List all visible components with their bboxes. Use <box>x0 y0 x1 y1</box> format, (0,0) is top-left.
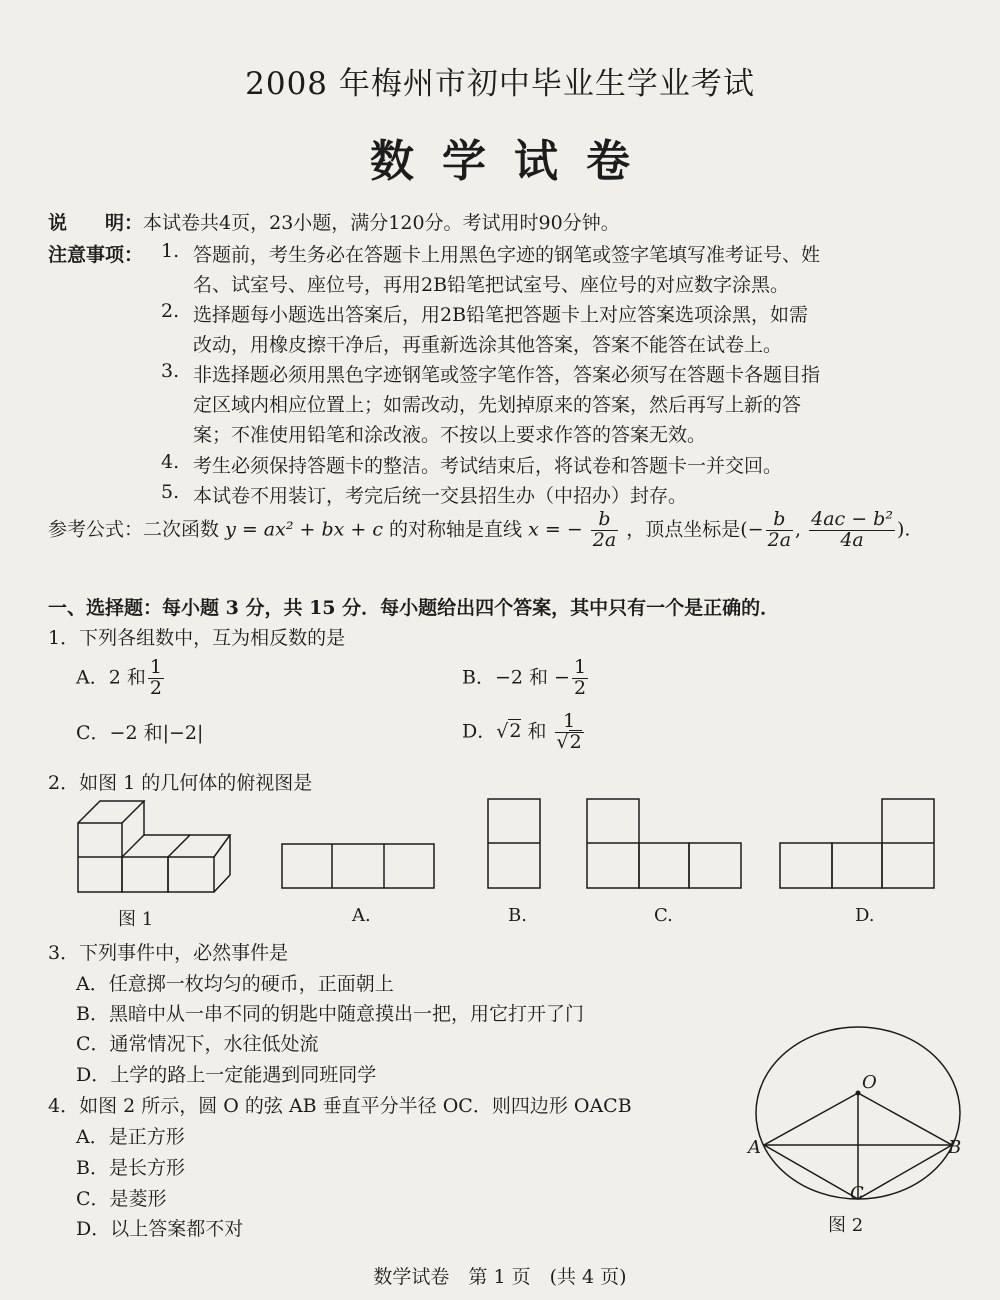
vertex-y-numerator: 4ac − b² <box>811 508 893 530</box>
q2-option-d-figure <box>776 795 938 892</box>
vertex-y-fraction <box>809 510 895 551</box>
q1-d-sqrt2: 2 <box>509 720 522 743</box>
point-o-dot <box>856 1091 861 1096</box>
q4-stem: 4．如图 2 所示，圆 O 的弦 AB 垂直平分半径 OC．则四边形 OACB <box>48 1095 632 1117</box>
note-4-num: 4. <box>161 451 180 473</box>
formula-text2: 的对称轴是直线 <box>389 518 523 541</box>
note-3-line1: 非选择题必须用黑色字迹钢笔或签字笔作答，答案必须写在答题卡各题目指 <box>193 364 821 386</box>
q1-d-num: 1 <box>555 712 584 733</box>
q4-option-c: C．是菱形 <box>76 1188 167 1210</box>
q2-option-d-label: D. <box>855 905 875 926</box>
q1-option-c: C．−2 和|−2| <box>76 722 204 744</box>
q1-a-num: 1 <box>149 656 162 678</box>
q4-option-b: B．是长方形 <box>76 1157 185 1179</box>
q4-option-a: A．是正方形 <box>76 1126 185 1148</box>
q1-option-a-label: A．2 和 <box>76 666 146 689</box>
vertex-x-denominator: 2a <box>767 528 792 551</box>
note-2-line1: 选择题每小题选出答案后，用2B铅笔把答题卡上对应答案选项涂黑，如需 <box>193 304 809 326</box>
formula-function: y = ax² + bx + c <box>225 518 383 541</box>
q1-d-den-sqrt2: 2 <box>569 730 582 753</box>
vertex-x-fraction <box>766 510 793 551</box>
formula-text1: 二次函数 <box>143 518 220 541</box>
point-a-label: A <box>748 1137 761 1158</box>
note-3-line3: 案；不准使用铅笔和涂改液。不按以上要求作答的答案无效。 <box>193 424 707 446</box>
vertex-x-numerator: b <box>766 510 793 531</box>
exam-title: 2008 年梅州市初中毕业生学业考试 <box>245 66 755 102</box>
q2-stem: 2．如图 1 的几何体的俯视图是 <box>48 772 313 794</box>
attention-label: 注意事项： <box>48 244 144 266</box>
q1-b-fraction <box>572 658 588 699</box>
q1-option-d-label: D． <box>462 720 497 743</box>
note-1-line1: 答题前，考生务必在答题卡上用黑色字迹的钢笔或签字笔填写准考证号、姓 <box>193 244 821 266</box>
q1-stem: 1．下列各组数中，互为相反数的是 <box>48 627 346 649</box>
formula-label: 参考公式： <box>48 518 144 541</box>
formula-close: ). <box>896 518 911 541</box>
q2-option-c-label: C. <box>654 905 673 926</box>
q2-option-b-label: B. <box>508 905 527 926</box>
note-1-num: 1. <box>161 240 180 262</box>
figure-1-solid <box>70 795 240 900</box>
q2-option-c-figure <box>583 795 745 892</box>
intro-line <box>48 208 620 235</box>
figure-2-caption: 图 2 <box>828 1215 864 1236</box>
paper-title: 数学试卷 <box>370 136 658 187</box>
q1-option-a <box>76 658 166 699</box>
point-b-label: B <box>948 1137 962 1158</box>
axis-fraction <box>591 510 618 551</box>
q2-option-b-figure <box>484 795 544 892</box>
formula-axis-lhs: x = − <box>528 518 583 541</box>
figure-1-caption: 图 1 <box>118 909 154 930</box>
q3-option-c: C．通常情况下，水往低处流 <box>76 1033 319 1055</box>
note-5-num: 5. <box>161 481 180 503</box>
q1-d-den-sqrt-sign: √ <box>556 730 569 753</box>
q3-option-d: D．上学的路上一定能遇到同班同学 <box>76 1064 377 1086</box>
note-2-line2: 改动，用橡皮擦干净后，再重新选涂其他答案，答案不能答在试卷上。 <box>193 334 783 356</box>
axis-numerator: b <box>591 510 618 531</box>
formula-text3: ，顶点坐标是(− <box>626 518 764 541</box>
q1-a-fraction <box>148 658 164 699</box>
point-o-label: O <box>862 1072 877 1093</box>
note-5-line1: 本试卷不用装订，考完后统一交县招生办（中招办）封存。 <box>193 485 688 507</box>
q1-d-sqrt-sign: √ <box>496 720 509 743</box>
reference-formula: 参考公式：二次函数 y = ax² + bx + c 的对称轴是直线 x = − $\frac{b}{2a}$ ，顶点坐标是(− $\frac{b}{2a}$ , $\frac{\text{4ac − b²}}{4a}$ ). <box>48 508 911 551</box>
q2-option-a-figure <box>278 840 438 892</box>
q1-a-den: 2 <box>149 676 162 699</box>
q1-option-b <box>462 658 590 699</box>
axis-denominator: 2a <box>592 528 617 551</box>
q1-d-den <box>555 730 584 753</box>
q3-option-a: A．任意掷一枚均匀的硬币，正面朝上 <box>76 973 394 995</box>
note-4-line1: 考生必须保持答题卡的整洁。考试结束后，将试卷和答题卡一并交回。 <box>193 455 783 477</box>
q1-d-and: 和 <box>527 720 547 743</box>
note-3-num: 3. <box>161 360 180 382</box>
q1-option-b-label: B．−2 和 − <box>462 666 570 689</box>
q4-option-d: D．以上答案都不对 <box>76 1218 244 1240</box>
q3-stem: 3．下列事件中，必然事件是 <box>48 942 289 964</box>
q1-option-d <box>462 712 586 753</box>
note-1-line2: 名、试室号、座位号，再用2B铅笔把试室号、座位号的对应数字涂黑。 <box>193 274 790 296</box>
q1-b-num: 1 <box>573 656 587 678</box>
q2-option-a-label: A. <box>352 905 371 926</box>
intro-text: 本试卷共4页，23小题，满分120分。考试用时90分钟。 <box>143 212 620 234</box>
note-2-num: 2. <box>161 300 180 322</box>
note-3-line2: 定区域内相应位置上；如需改动，先划掉原来的答案，然后再写上新的答 <box>193 394 802 416</box>
section1-heading: 一、选择题：每小题 3 分，共 15 分．每小题给出四个答案，其中只有一个是正确的． <box>48 597 780 619</box>
intro-label: 说 明： <box>48 212 144 234</box>
q1-d-fraction <box>555 712 584 753</box>
vertex-y-denominator: 4a <box>840 528 864 551</box>
page-footer: 数学试卷 第 1 页 (共 4 页) <box>373 1266 627 1288</box>
q3-option-b: B．黑暗中从一串不同的钥匙中随意摸出一把，用它打开了门 <box>76 1003 584 1025</box>
q1-b-den: 2 <box>573 676 587 699</box>
point-c-label: C <box>850 1183 864 1204</box>
